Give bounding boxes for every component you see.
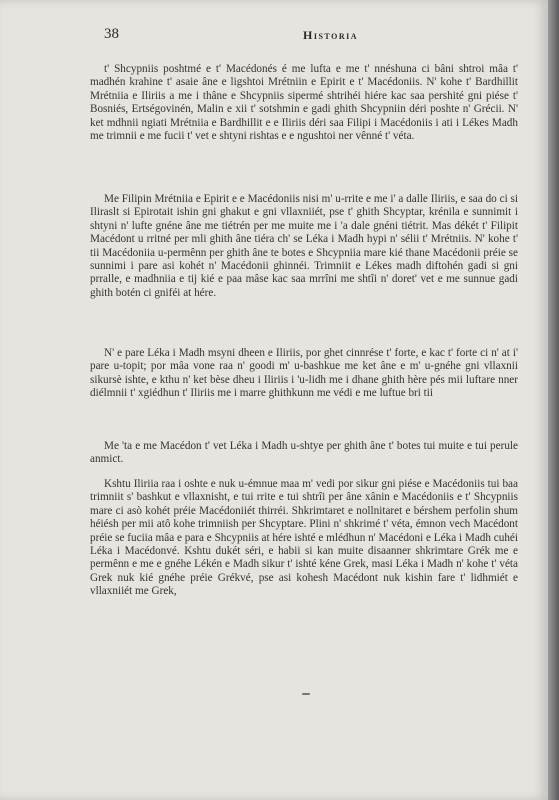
body-text-block bbox=[90, 478, 518, 599]
running-title: Historia bbox=[303, 28, 358, 42]
ink-speck bbox=[302, 693, 310, 695]
body-text-block bbox=[90, 440, 518, 467]
paragraph-5: Kshtu Iliriia raa i oshte e nuk u-émnue maa m' vedi por sikur gni piése e Macédoniis tui baa trimniit s' bashkut e vllaxnisht, e tui rrite e tui shtrîi per âne xânin e Macédoniis e t' Shcypniis mare ci asò kohét préie Macédoniiét thirréi. Shkrimtaret e nollnitaret e bérshem perfolin shum héiésh per mii atô kohe trimniish per Shcyptare. Plini n' shkrimé t' véta, émnon vech Macédont préie se fuciia mâa e para e Shcypniis at hére ishté e mlédhun n' Macédoni e Léka i Madh cuhéi Léka i Macédonvé. Kshtu dukét séri, e habii si kan muite disaanner shkrimtare Grék me e permênn e me e gnéhe Lékén e Madh sikur t' ishté kéne Grek, masi Léka i Madh n' kohe t' véta Grek nuk kié gnéhe préie Grékvé, pse asi kohesh Macédont nuk kishin fare t' lidhmiét e vllaxniiét me Grek, bbox=[90, 478, 518, 598]
paragraph-4: Me 'ta e me Macédon t' vet Léka i Madh u-shtye per ghith âne t' botes tui muite e tui perule anmict. bbox=[90, 440, 518, 466]
body-text-block bbox=[90, 347, 518, 401]
page-edge-shadow bbox=[548, 0, 559, 800]
page-header bbox=[104, 26, 358, 44]
page-number: 38 bbox=[104, 26, 119, 42]
paragraph-3: N' e pare Léka i Madh msyni dheen e Iliriis, por ghet cinnrése t' forte, e kac t' forte ci n' at i' pare u-topit; por mâa vone raa n' goodi m' u-bashkue me ket âne e m' u-gnéhe gni vllaxnii sikursè ishte, e kthu n' ket bèse dheu i Iliriis i 'u-lidh me i dhane ghith hère pés mii luftare nner diélmnii t' xgiédhun t' Iliriis me i marre ghithkunn me védi e me luftue bri tii bbox=[90, 347, 518, 400]
body-text-block bbox=[90, 193, 518, 300]
paragraph-2: Me Filipin Mrétniia e Epirit e e Macédoniis nisi m' u-rrite e me i' a dalle Iliriis, e saa do ci si Iliraslt si Epirotait ishin gni ghakut e gni vllaxniiét, pse t' ghith Shcyptar, krénila e sunnimit i shtyni n' lufte gnéne âne me tiétrén per me muite me i 'a dale gnéni tiétrit. Mas dékét t' Filipit Macédont u rritné per mli ghith âne tiéra ch' se Léka i Madh hypi n' sélii t' Mrétniis. N' kohe t' tii Macédoniia u-permênn per ghith âne te botes e Shcypniia mare kié thane Macédonii préie se sunnimi i pare asi kohét n' Macédonii ghinnéi. Trimniit e Lékes madh diftohén gadi si gni prralle, e madhniia e tij kié e paa mâse kac saa mrrîni me shtîi n' doret' vet e me sunnue gadi ghith botén ci gniféi at hére. bbox=[90, 193, 518, 299]
body-text-block bbox=[90, 63, 518, 143]
paragraph-1: t' Shcypniis poshtmé e t' Macédonés é me lufta e me t' nnéshuna ci bâni shtroi mâa t' madhén krahine t' asaie âne e ligshtoi Mrétniin e Epirit e t' Macédoniis. N' kohe t' Bardhillit Mrétniia e Iliriis a me i thâne e Shcypniis sipermé shtrihéi hiére kac saa pershité gni piése t' Bosniés, Ertségovinén, Malin e xii t' sotshmin e gadi ghith Shcypniin déri poshte n' Grécii. N' ket mdhnii ngiati Mrétniia e Bardhillit e e Iliriis déri saa Filipi i Macédoniis i ati i Lékes Madh me trimnii e me fucii t' vet e shtyni rishtas e e ngushtoi ner vênné t' véta. bbox=[90, 63, 518, 143]
